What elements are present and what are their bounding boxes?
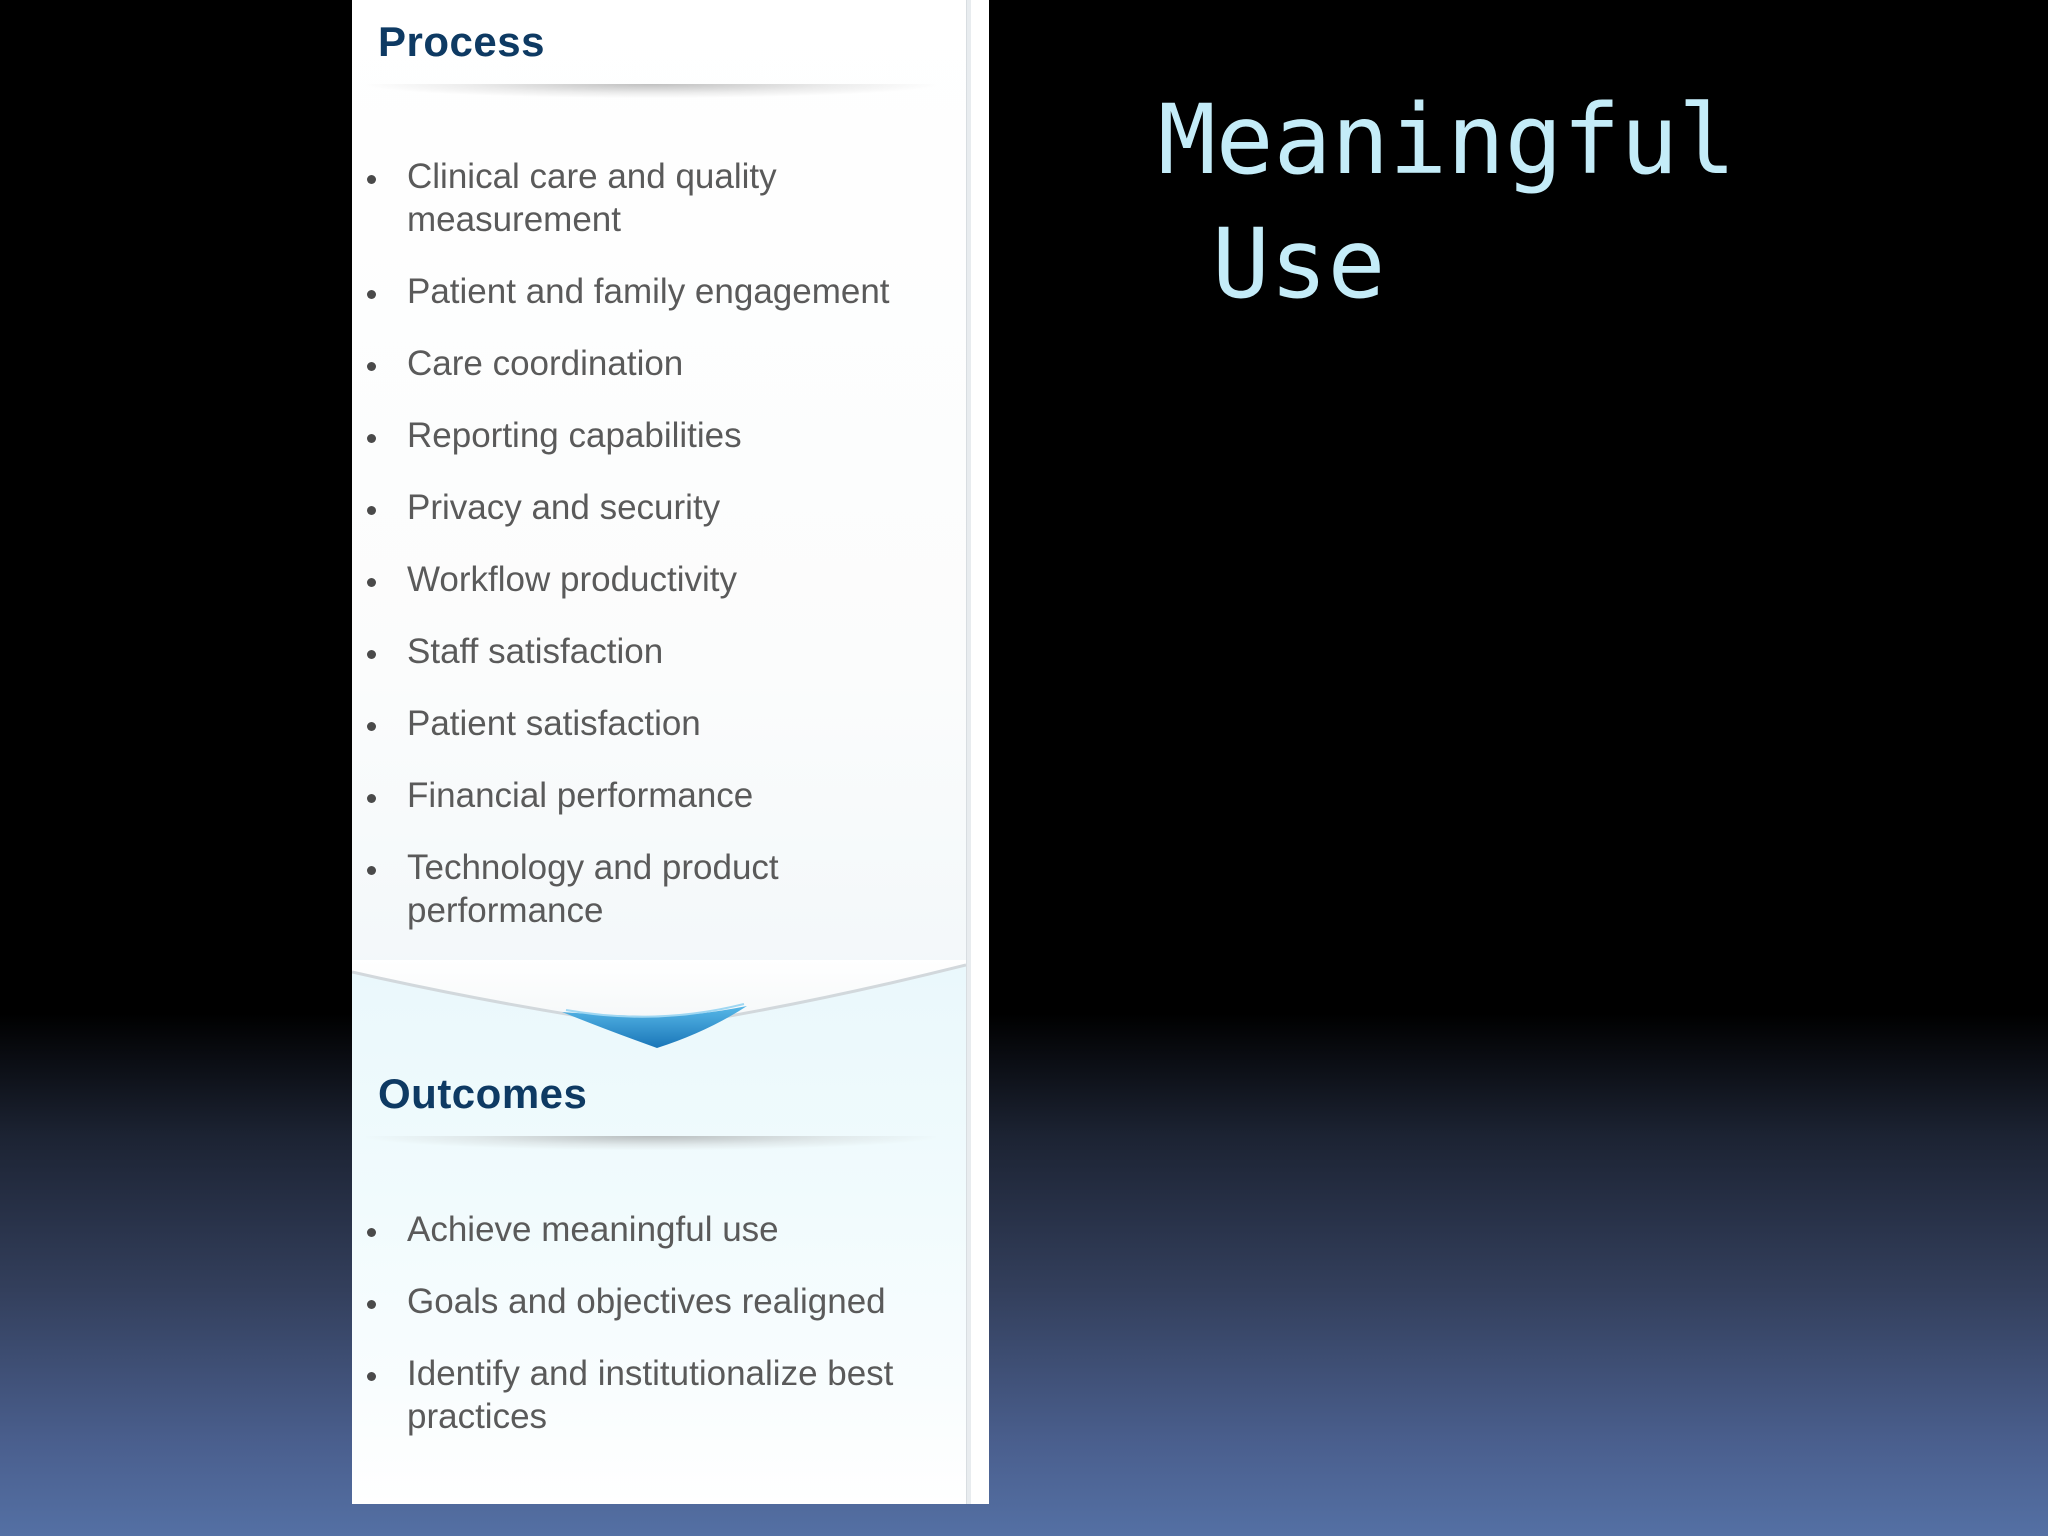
process-heading-rule (366, 84, 936, 98)
list-item: Workflow productivity (352, 558, 947, 601)
outcomes-heading-rule (366, 1136, 936, 1150)
bullet-dot-icon (367, 175, 376, 184)
bullet-dot-icon (367, 722, 376, 731)
bullet-dot-icon (367, 506, 376, 515)
process-outcomes-panel (352, 0, 989, 1504)
bullet-dot-icon (367, 290, 376, 299)
process-heading: Process (378, 18, 545, 65)
list-item: Technology and product performance (352, 846, 947, 932)
bullet-dot-icon (367, 1228, 376, 1237)
bullet-dot-icon (367, 650, 376, 659)
list-item: Staff satisfaction (352, 630, 947, 673)
list-item: Care coordination (352, 342, 947, 385)
bullet-dot-icon (367, 794, 376, 803)
process-list (352, 155, 947, 961)
outcomes-heading: Outcomes (378, 1070, 588, 1117)
slide-title-line-1: Meaningful (1158, 84, 1736, 196)
list-item: Privacy and security (352, 486, 947, 529)
list-item: Clinical care and quality measurement (352, 155, 947, 241)
list-item: Patient and family engagement (352, 270, 947, 313)
bullet-dot-icon (367, 578, 376, 587)
outcomes-list (352, 1208, 947, 1467)
list-item: Goals and objectives realigned (352, 1280, 947, 1323)
panel-edge (966, 0, 971, 1504)
list-item: Patient satisfaction (352, 702, 947, 745)
chevron-down-icon (352, 960, 966, 1060)
bullet-dot-icon (367, 1300, 376, 1309)
bullet-dot-icon (367, 866, 376, 875)
slide-title-line-2: Use (1212, 208, 1386, 320)
slide-title (1158, 78, 1736, 326)
list-item: Financial performance (352, 774, 947, 817)
list-item: Reporting capabilities (352, 414, 947, 457)
list-item: Identify and institutionalize best practices (352, 1352, 947, 1438)
bullet-dot-icon (367, 362, 376, 371)
bullet-dot-icon (367, 1372, 376, 1381)
list-item: Achieve meaningful use (352, 1208, 947, 1251)
bullet-dot-icon (367, 434, 376, 443)
